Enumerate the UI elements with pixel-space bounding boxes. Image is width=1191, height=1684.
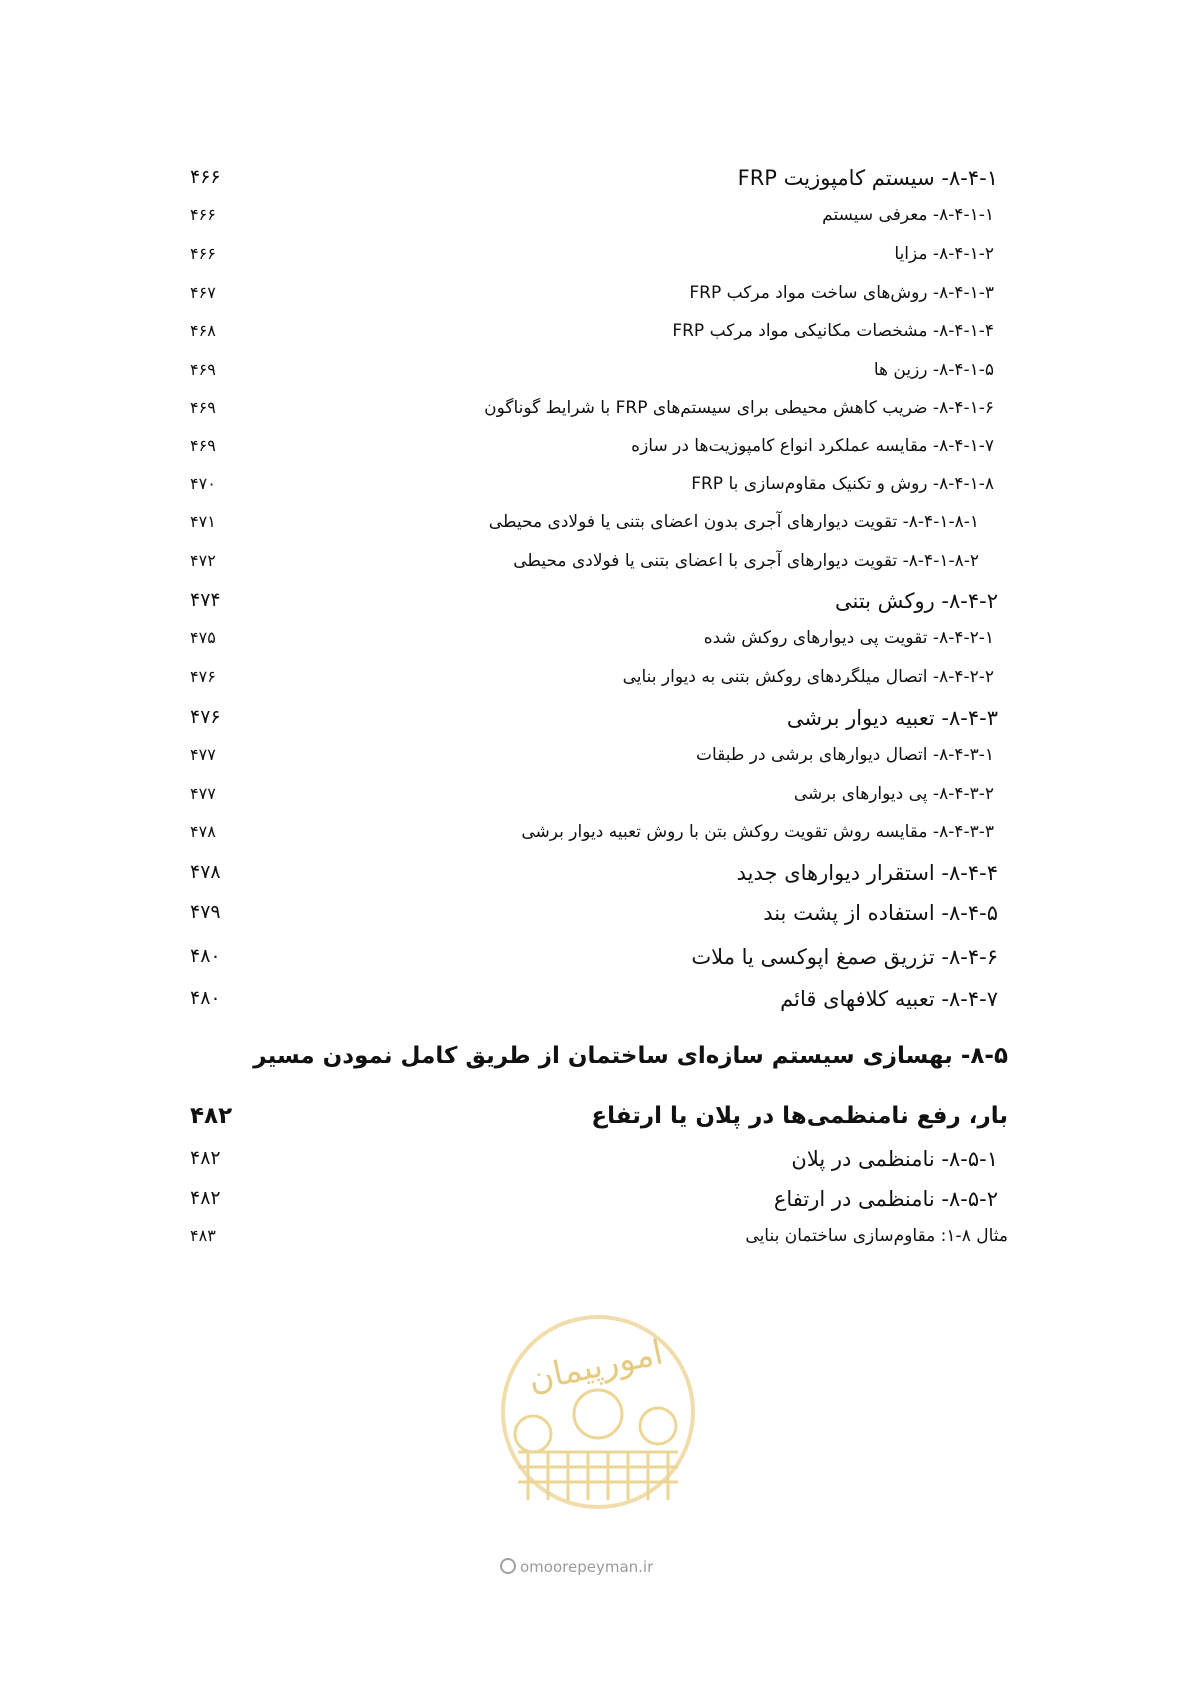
toc-entry-page: ۴۷۸ (190, 861, 221, 883)
toc-entry-page: ۴۸۰ (190, 987, 221, 1009)
toc-entry-title: ۸-۴-۱- سیستم کامپوزیت FRP (737, 166, 998, 190)
toc-entry-title: ۸-۴-۷- تعبیه کلافهای قائم (780, 987, 998, 1011)
toc-entry-page: ۴۷۵ (190, 628, 216, 647)
toc-entry-page: ۴۷۶ (190, 667, 216, 686)
watermark-logo (488, 1302, 708, 1587)
toc-entry-title: ۸-۴-۱-۸-۲- تقویت دیوارهای آجری با اعضای بتنی یا فولادی محیطی (513, 551, 979, 571)
toc-entry-page: ۴۷۴ (190, 589, 221, 611)
toc-entry-page: ۴۶۹ (190, 398, 216, 417)
toc-entry-title: ۸-۴-۱-۳- روش‌های ساخت مواد مرکب FRP (689, 283, 994, 303)
toc-entry-title: ۸-۴-۳- تعبیه دیوار برشی (786, 706, 998, 730)
toc-entry-page: ۴۶۶ (190, 205, 216, 224)
toc-entry-page: ۴۸۲ (190, 1147, 221, 1169)
toc-entry-title: ۸-۴-۶- تزریق صمغ اپوکسی یا ملات (691, 945, 998, 969)
toc-entry-title: ۸-۴-۳-۲- پی دیوارهای برشی (793, 784, 994, 804)
toc-entry-page: ۴۷۱ (190, 512, 216, 531)
excavator-icon (640, 1408, 676, 1444)
watermark-website: omoorepeyman.ir (520, 1558, 654, 1576)
toc-entry-page: ۴۶۹ (190, 360, 216, 379)
toc-entry-title: ۸-۴-۱-۴- مشخصات مکانیکی مواد مرکب FRP (672, 321, 994, 341)
toc-entry-title: ۸-۴-۲-۲- اتصال میلگردهای روکش بتنی به دیوار بنایی (622, 667, 994, 687)
toc-entry-title: ۸-۴-۳-۳- مقایسه روش تقویت روکش بتن با روش تعبیه دیوار برشی (521, 822, 994, 842)
toc-entry-page: ۴۸۳ (190, 1226, 216, 1245)
toc-entry-title: ۸-۴-۱-۵- رزین ها (873, 360, 994, 380)
toc-entry-page: ۴۸۲ (190, 1187, 221, 1209)
toc-entry-page: ۴۷۷ (190, 745, 216, 764)
toc-entry-title: ۸-۴-۱-۷- مقایسه عملکرد انواع کامپوزیت‌ها در سازه (631, 436, 994, 456)
toc-entry-page: ۴۶۶ (190, 244, 216, 263)
toc-entry-page: ۴۸۲ (190, 1103, 233, 1129)
toc-entry-page: ۴۷۲ (190, 551, 216, 570)
toc-entry-title: ۸-۴-۱-۱- معرفی سیستم (822, 205, 994, 225)
toc-entry-title: ۸-۴-۲- روکش بتنی (834, 589, 998, 613)
toc-entry-page: ۴۷۹ (190, 901, 221, 923)
toc-entry-page: ۴۶۷ (190, 283, 216, 302)
toc-entry-page: ۴۷۸ (190, 822, 216, 841)
toc-entry-title: مثال ۸-۱: مقاوم‌سازی ساختمان بنایی (745, 1226, 1008, 1246)
watermark-logo-text: امورپیمان (524, 1332, 667, 1400)
justice-scale-icon (515, 1416, 551, 1452)
toc-entry-title: ۸-۴-۴- استقرار دیوارهای جدید (736, 861, 998, 885)
toc-entry-page: ۴۷۰ (190, 474, 216, 493)
toc-entry-page: ۴۸۰ (190, 945, 221, 967)
toc-entry-title: ۸-۴-۱-۲- مزایا (894, 244, 994, 264)
toc-entry-title: ۸-۴-۱-۸- روش و تکنیک مقاوم‌سازی با FRP (691, 474, 994, 494)
toc-entry-title: ۸-۵- بهسازی سیستم سازه‌ای ساختمان از طریق کامل نمودن مسیر (253, 1043, 1008, 1069)
toc-entry-title: ۸-۴-۵- استفاده از پشت بند (763, 901, 998, 925)
toc-entry-page: ۴۶۶ (190, 166, 221, 188)
toc-entry-title: ۸-۴-۱-۶- ضریب کاهش محیطی برای سیستم‌های FRP با شرایط گوناگون (484, 398, 994, 418)
gear-icon (574, 1390, 622, 1438)
toc-entry-title: ۸-۵-۱- نامنظمی در پلان (791, 1147, 998, 1171)
toc-entry-page: ۴۷۷ (190, 784, 216, 803)
grid-pattern-icon (518, 1452, 678, 1500)
toc-entry-page: ۴۶۹ (190, 436, 216, 455)
toc-entry-title: ۸-۴-۳-۱- اتصال دیوارهای برشی در طبقات (695, 745, 994, 765)
toc-entry-title: ۸-۴-۱-۸-۱- تقویت دیوارهای آجری بدون اعضای بتنی یا فولادی محیطی (488, 512, 979, 532)
toc-entry-title: بار، رفع نامنظمی‌ها در پلان یا ارتفاع (591, 1103, 1008, 1129)
toc-entry-title: ۸-۵-۲- نامنظمی در ارتفاع (773, 1187, 998, 1211)
at-symbol-icon (501, 1559, 515, 1573)
toc-entry-title: ۸-۴-۲-۱- تقویت پی دیوارهای روکش شده (703, 628, 994, 648)
toc-entry-page: ۴۶۸ (190, 321, 216, 340)
toc-entry-page: ۴۷۶ (190, 706, 221, 728)
